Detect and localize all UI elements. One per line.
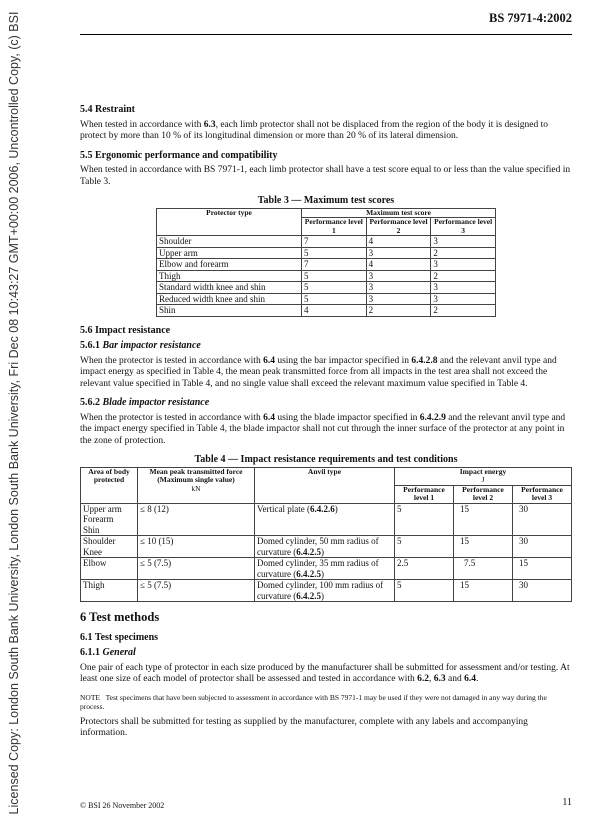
header-rule (80, 34, 572, 35)
table-row: Upper arm Forearm Shin ≤ 8 (12) Vertical plate (6.4.2.6) 5 15 30 (81, 503, 572, 536)
table-row: Elbow ≤ 5 (7.5) Domed cylinder, 35 mm radius of curvature (6.4.2.5) 2.5 7.5 15 (81, 558, 572, 580)
table-4-header-area: Area of body protected (81, 467, 138, 503)
table-row: Reduced width knee and shin 5 3 3 (157, 293, 496, 305)
table-4 (80, 467, 572, 603)
table-4-header-level: Performance level 2 (454, 485, 513, 503)
table-row: Thigh ≤ 5 (7.5) Domed cylinder, 100 mm radius of curvature (6.4.2.5) 5 15 30 (81, 580, 572, 602)
document-id: BS 7971-4:2002 (489, 11, 572, 25)
table-3-header-level: Performance level 3 (431, 218, 496, 236)
section-6-title: 6 Test methods (80, 610, 160, 624)
table-row: Shoulder Knee ≤ 10 (15) Domed cylinder, 50 mm radius of curvature (6.4.2.5) 5 15 30 (81, 536, 572, 558)
table-row: Upper arm 5 3 2 (157, 247, 496, 259)
table-3-header-type: Protector type (157, 208, 302, 236)
table-3-header-level: Performance level 2 (366, 218, 431, 236)
table-row: Shin 4 2 2 (157, 305, 496, 317)
footer-copyright: © BSI 26 November 2002 (80, 801, 165, 810)
section-5-4-title: 5.4 Restraint (80, 104, 135, 115)
page-content (80, 104, 572, 747)
table-4-header-level: Performance level 1 (395, 485, 454, 503)
section-5-4-text: When tested in accordance with 6.3, each limb protector shall not be displaced from the region of the body it is designed to protect by more than 10 % of its longitudinal dimension or more than 20 % of its lateral dimension. (80, 119, 549, 141)
note: NOTE Test specimens that have been subjected to assessment in accordance with BS 7971-1 may be used if they were not damaged in any way during the process. (80, 692, 547, 711)
table-row: Standard width knee and shin 5 3 3 (157, 282, 496, 294)
table-3-header-level: Performance level 1 (302, 218, 367, 236)
section-5-5-text: When tested in accordance with BS 7971-1, each limb protector shall have a test score equal to or less than the value specified in Table 3. (80, 165, 571, 187)
section-6-1-title: 6.1 Test specimens (80, 631, 159, 643)
table-4-header-force: Mean peak transmitted force (Maximum single value) kN (138, 467, 255, 503)
table-4-header-anvil: Anvil type (255, 467, 395, 503)
table-3-header-group: Maximum test score (302, 208, 496, 218)
section-5-6-1-text: When the protector is tested in accordance with 6.4 using the bar impactor specified in 6.4.2.8 and the relevant anvil type and impact energy as specified in Table 4, the mean peak transmitted force from all impacts in the test area shall not exceed the relevant value specified in Table 4, and no single value shall exceed the relevant maximum value specified in Table 4. (80, 355, 557, 389)
section-6-1-1-text-2: Protectors shall be submitted for testing as supplied by the manufacturer, complete with any labels and accompanying information. (80, 716, 528, 738)
page-number: 11 (562, 797, 572, 808)
section-5-6-2-title: 5.6.2 Blade impactor resistance (80, 397, 210, 408)
section-6-1-1-title: 6.1.1 General (80, 647, 136, 658)
table-row: Elbow and forearm 7 4 3 (157, 259, 496, 271)
section-5-5-title: 5.5 Ergonomic performance and compatibility (80, 149, 278, 161)
section-5-6-1-title: 5.6.1 Bar impactor resistance (80, 340, 201, 351)
section-5-6-2-text: When the protector is tested in accordance with 6.4 using the blade impactor specified in 6.4.2.9 and the relevant anvil type and the impact energy specified in Table 4, the blade impactor shall not cut through the inner surface of the protector at any point in the zone of protection. (80, 412, 566, 446)
license-sidebar (0, 0, 28, 827)
table-4-header-energy: Impact energy J (395, 467, 572, 485)
license-text: Licensed Copy: London South Bank University, London South Bank University, Fri Dec 08 10:43:27 GMT+00:00 2006, Uncontrolled Copy, (c) BSI (7, 11, 21, 815)
section-5-6-title: 5.6 Impact resistance (80, 324, 171, 336)
table-row: Shoulder 7 4 3 (157, 236, 496, 248)
table-3 (156, 208, 496, 317)
table-4-header-level: Performance level 3 (513, 485, 572, 503)
table-4-caption: Table 4 — Impact resistance requirements and test conditions (194, 454, 458, 465)
table-3-caption: Table 3 — Maximum test scores (257, 195, 395, 206)
table-row: Thigh 5 3 2 (157, 270, 496, 282)
section-6-1-1-text: One pair of each type of protector in each size produced by the manufacturer shall be submitted for assessment and/or testing. At least one size of each model of protector shall be assessed and tested in accordance with 6.2, 6.3 and 6.4. (80, 662, 570, 684)
